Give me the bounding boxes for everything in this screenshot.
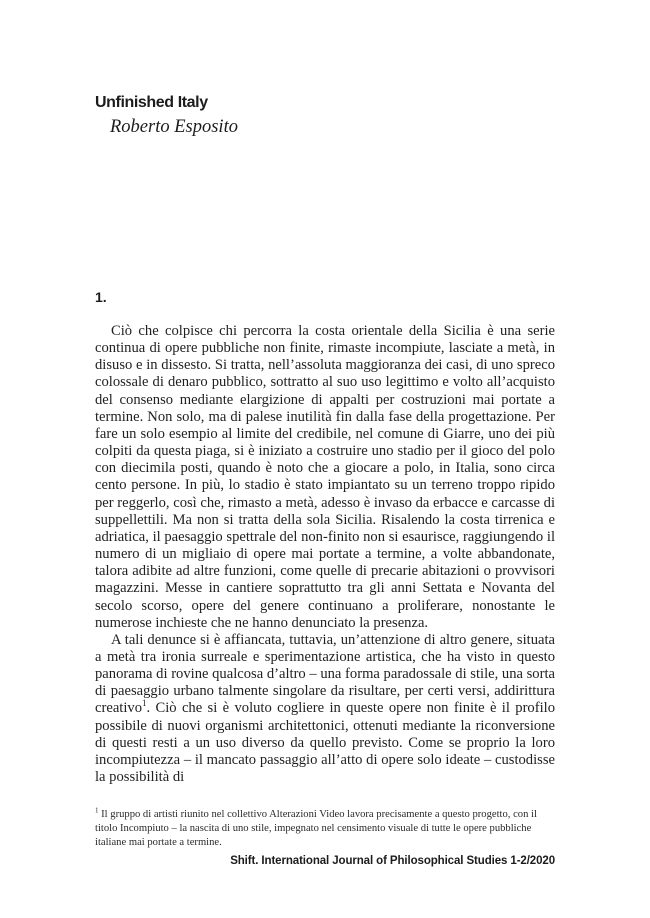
paragraph-2-after-note: . Ciò che si è voluto cogliere in queste opere non finite è il profilo possibile di nuovi organismi architettonici, ottenuti mediante la riconversione di questi resti a un uso diverso da quello previsto. Come se proprio la loro incompiutezza – il mancato passaggio all’atto di opere solo ideate – custodisse la possibilità di (95, 700, 555, 786)
footnote (95, 808, 555, 850)
section-number: 1. (95, 289, 107, 305)
footnote-reference[interactable]: 1 (142, 698, 147, 709)
journal-footer: Shift. International Journal of Philosophical Studies 1-2/2020 (230, 855, 555, 867)
body-paragraph-2 (95, 632, 555, 786)
body-paragraph-1: Ciò che colpisce chi percorra la costa orientale della Sicilia è una serie continua di opere pubbliche non finite, rimaste incompiute, lasciate a metà, in disuso e in dissesto. Si tratta, nell’assoluta maggioranza dei casi, di uno spreco colossale di denaro pubblico, sottratto al suo uso legittimo e volto all’acquisto del consenso mediante elargizione di appalti per costruzioni mai portate a termine. Non solo, ma di palese inutilità fin dalla fase della progettazione. Per fare un solo esempio al limite del credibile, nel comune di Giarre, uno dei più colpiti da questa piaga, si è iniziato a costruire uno stadio per il gioco del polo con diecimila posti, quando è noto che a giocare a polo, in Italia, sono circa cento persone. In più, lo stadio è stato impiantato su un terreno troppo ripido per reggerlo, così che, rimasto a metà, adesso è invaso da erbacce e carcasse di suppellettili. Ma non si tratta della sola Sicilia. Risalendo la costa tirrenica e adriatica, il paesaggio spettrale del non-finito non si esaurisce, raggiungendo il numero di un migliaio di opere mai portate a termine, a volte abbandonate, talora adibite ad altre funzioni, come quelle di precarie abitazioni o provvisori magazzini. Messe in cantiere soprattutto tra gli anni Settata e Novanta del secolo scorso, opere del genere continuano a proliferare, nonostante le numerose inchieste che ne hanno denunciato la presenza. (95, 323, 555, 631)
article-title: Unfinished Italy (95, 94, 208, 111)
footnote-mark: 1 (95, 806, 99, 815)
article-author: Roberto Esposito (110, 117, 238, 137)
article-body (95, 323, 555, 786)
footnote-text: Il gruppo di artisti riunito nel collettivo Alterazioni Video lavora precisamente a questo progetto, con il titolo Incompiuto – la nascita di uno stile, impegnato nel censimento visuale di tutte le opere pubbliche italiane mai portate a termine. (95, 809, 537, 848)
paragraph-2-before-note: A tali denunce si è affiancata, tuttavia, un’attenzione di altro genere, situata a metà tra ironia surreale e sperimentazione artistica, che ha visto in questo panorama di rovine qualcosa d’altro – una forma paradossale di stile, una sorta di paesaggio urbano talmente singolare da risultare, per certi versi, addirittura creativo (95, 631, 555, 717)
